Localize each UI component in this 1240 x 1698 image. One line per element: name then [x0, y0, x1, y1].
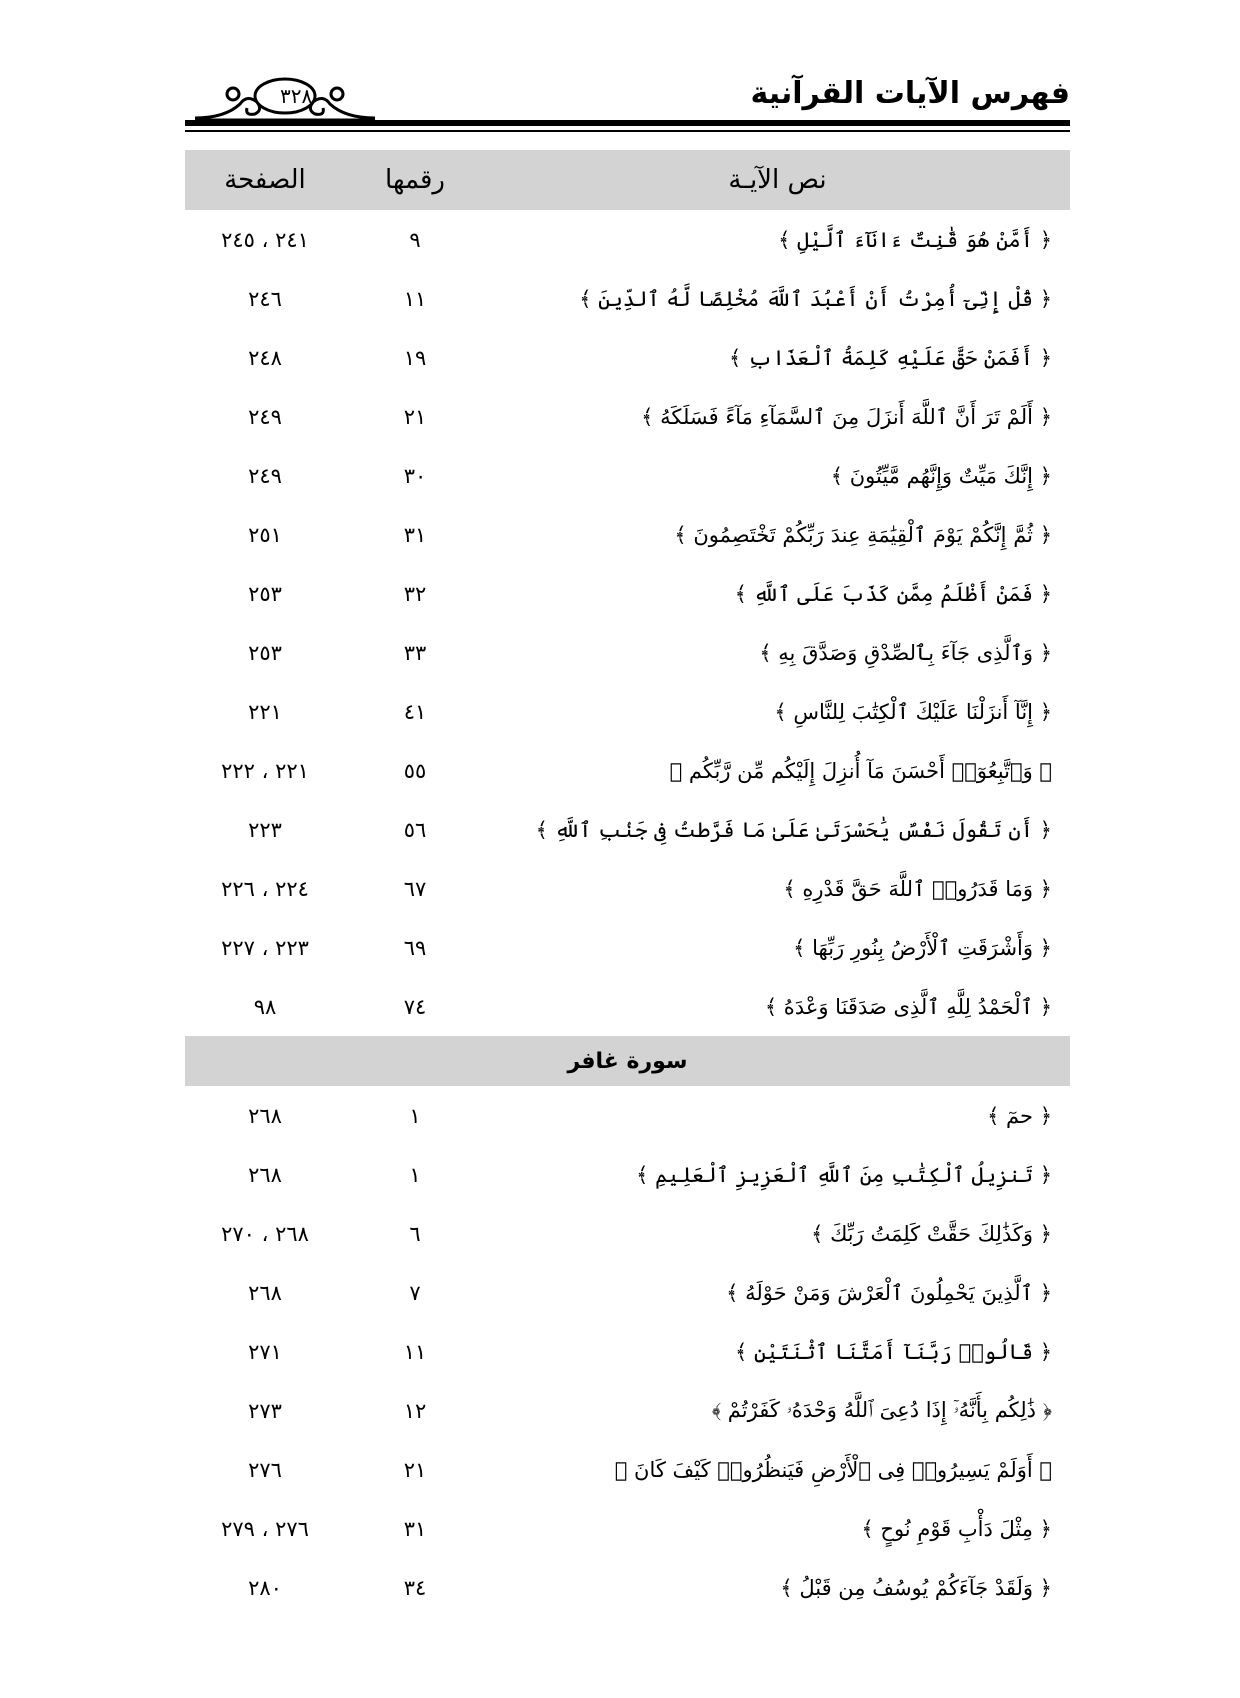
- verse-text: ﴿ وَٱلَّذِى جَآءَ بِٱلصِّدْقِ وَصَدَّقَ بِهِ ﴾: [759, 640, 1052, 665]
- verse-text: ﴿ حمٓ ﴾: [987, 1103, 1052, 1128]
- table-row: [185, 1322, 1070, 1381]
- verse-text: ﴿ ثُمَّ إِنَّكُمْ يَوْمَ ٱلْقِيَٰمَةِ عِندَ رَبِّكُمْ تَخْتَصِمُونَ ﴾: [674, 522, 1052, 547]
- verse-text: ﴿ أَفَمَنْ حَقَّ عَلَيْهِ كَلِمَةُ ٱلْعَذَابِ ﴾: [728, 345, 1052, 370]
- verse-number: ٢١: [403, 1457, 427, 1482]
- verse-number: ٣١: [403, 1516, 427, 1541]
- table-row: [185, 387, 1070, 446]
- page-ref: ٢٨٠: [248, 1575, 282, 1600]
- verse-text: ﴿ ٱلْحَمْدُ لِلَّهِ ٱلَّذِى صَدَقَنَا وَعْدَهُ ﴾: [764, 994, 1052, 1019]
- verse-text: ﴿ أَمَّنْ هُوَ قَٰنِتٌ ءَانَآءَ ٱلَّيْلِ ﴾: [778, 227, 1052, 252]
- page-ref: ٢٧٣: [248, 1398, 282, 1423]
- verse-number: ٤١: [403, 699, 427, 724]
- page-ref: ٢٤٩: [248, 463, 282, 488]
- page-ref: ٢٤٨: [248, 345, 282, 370]
- verse-number: ٣٣: [403, 640, 427, 665]
- column-header-number: رقمها: [345, 150, 485, 210]
- verse-number: ٧٤: [403, 994, 427, 1019]
- verse-number: ١١: [403, 1339, 427, 1364]
- header-rule-thick: [185, 120, 1070, 126]
- table-row: [185, 859, 1070, 918]
- verse-text: ﴿ إِنَّآ أَنزَلْنَا عَلَيْكَ ٱلْكِتَٰبَ لِلنَّاسِ ﴾: [774, 699, 1052, 724]
- verse-number: ٩: [409, 227, 421, 252]
- table-row: [185, 623, 1070, 682]
- verse-number: ٦٩: [403, 935, 427, 960]
- verse-text: ﴿ ٱلَّذِينَ يَحْمِلُونَ ٱلْعَرْشَ وَمَنْ حَوْلَهُ ﴾: [726, 1280, 1052, 1305]
- page-ref: ٢٧١: [248, 1339, 282, 1364]
- verse-number: ١: [409, 1103, 421, 1128]
- verse-text: ﴿ تَنزِيلُ ٱلْكِتَٰبِ مِنَ ٱللَّهِ ٱلْعَزِيزِ ٱلْعَلِيمِ ﴾: [636, 1162, 1052, 1187]
- table-row: [185, 741, 1070, 800]
- verse-number: ٣٤: [403, 1575, 427, 1600]
- verse-number: ١٩: [403, 345, 427, 370]
- table-row: [185, 1499, 1070, 1558]
- page-ref: ٢٧٦ ، ٢٧٩: [221, 1516, 309, 1541]
- column-header-verse: نص الآيـة: [485, 150, 1070, 210]
- page-ref: ٢٧٦: [248, 1457, 282, 1482]
- page-ref: ٢٦٨ ، ٢٧٠: [221, 1221, 309, 1246]
- verse-number: ٣٢: [403, 581, 427, 606]
- page-ref: ٢٤٩: [248, 404, 282, 429]
- table-row: [185, 1145, 1070, 1204]
- table-row: [185, 446, 1070, 505]
- verse-number: ١١: [403, 286, 427, 311]
- verse-text: ﴿ قُلْ إِنِّىٓ أُمِرْتُ أَنْ أَعْبُدَ ٱللَّهَ مُخْلِصًا لَّهُ ٱلدِّينَ ﴾: [579, 286, 1052, 311]
- verse-text: ﴿ ذَٰلِكُم بِأَنَّهُۥٓ إِذَا دُعِىَ ٱللَّهُ وَحْدَهُۥ كَفَرْتُمْ ﴾: [711, 1398, 1052, 1422]
- table-row: [185, 1086, 1070, 1145]
- verse-number: ٥٥: [403, 758, 427, 783]
- page-ref: ٢٤٦: [248, 286, 282, 311]
- table-row: [185, 269, 1070, 328]
- table-row: [185, 328, 1070, 387]
- verse-number: ٢١: [403, 404, 427, 429]
- verse-text: ﴿ أَلَمْ تَرَ أَنَّ ٱللَّهَ أَنزَلَ مِنَ ٱلسَّمَآءِ مَآءً فَسَلَكَهُ ﴾: [641, 404, 1052, 429]
- verse-text: ﴿ وَكَذَٰلِكَ حَقَّتْ كَلِمَتُ رَبِّكَ ﴾: [811, 1221, 1052, 1246]
- page-ref: ٢٥٣: [248, 581, 282, 606]
- page-number: ٣٢٨: [280, 84, 313, 108]
- table-row: [185, 977, 1070, 1036]
- page-ref: ٢٦٨: [248, 1280, 282, 1305]
- page-ref: ٢٢٤ ، ٢٢٦: [221, 876, 309, 901]
- verse-text: ﴿ وَأَشْرَقَتِ ٱلْأَرْضُ بِنُورِ رَبِّهَا ﴾: [793, 935, 1052, 960]
- table-row: [185, 1204, 1070, 1263]
- verse-text: ﴿ مِثْلَ دَأْبِ قَوْمِ نُوحٍ ﴾: [861, 1516, 1052, 1541]
- verse-number: ٧: [409, 1280, 421, 1305]
- page-ref: ٢٢٣ ، ٢٢٧: [221, 935, 309, 960]
- page-ref: ٩٨: [253, 994, 277, 1019]
- page-ref: ٢٢١: [248, 699, 282, 724]
- surah-title: سورة غافر: [185, 1036, 1070, 1086]
- table-row: [185, 918, 1070, 977]
- verses-index-table: [185, 150, 1070, 1617]
- verse-text: ﴿ فَمَنْ أَظْلَمُ مِمَّن كَذَبَ عَلَى ٱللَّهِ ﴾: [734, 581, 1052, 606]
- page-ref: ٢٤١ ، ٢٤٥: [221, 227, 309, 252]
- table-row: [185, 682, 1070, 741]
- verse-number: ١: [409, 1162, 421, 1187]
- table-row: [185, 1263, 1070, 1322]
- table-row: [185, 1440, 1070, 1499]
- table-row: [185, 800, 1070, 859]
- page-ref: ٢٢٣: [248, 817, 282, 842]
- verse-text: ﴿ إِنَّكَ مَيِّتٌ وَإِنَّهُم مَّيِّتُونَ ﴾: [830, 463, 1052, 488]
- table-row: [185, 1381, 1070, 1440]
- verse-text: ﴿ وَلَقَدْ جَآءَكُمْ يُوسُفُ مِن قَبْلُ ﴾: [780, 1575, 1052, 1600]
- verse-number: ٣٠: [403, 463, 427, 488]
- verse-text: ﴿ وَمَا قَدَرُوا۟ ٱللَّهَ حَقَّ قَدْرِهِ ﴾: [783, 876, 1052, 901]
- verse-text: ﴿ وَٱتَّبِعُوٓا۟ أَحْسَنَ مَآ أُنزِلَ إِلَيْكُم مِّن رَّبِّكُم ﴾: [669, 758, 1052, 783]
- page-ref: ٢٥٣: [248, 640, 282, 665]
- surah-section-row: [185, 1036, 1070, 1086]
- table-row: [185, 1558, 1070, 1617]
- page-ref: ٢٥١: [248, 522, 282, 547]
- verse-text: ﴿ أَوَلَمْ يَسِيرُوا۟ فِى ٱلْأَرْضِ فَيَنظُرُوا۟ كَيْفَ كَانَ ﴾: [614, 1457, 1052, 1482]
- table-header-row: [185, 150, 1070, 210]
- table-row: [185, 210, 1070, 269]
- table-row: [185, 505, 1070, 564]
- verse-number: ٥٦: [403, 817, 427, 842]
- page-ref: ٢٢١ ، ٢٢٢: [221, 758, 309, 783]
- verse-number: ٦: [409, 1221, 421, 1246]
- column-header-page: الصفحة: [185, 150, 345, 210]
- verse-number: ٦٧: [403, 876, 427, 901]
- verse-text: ﴿ قَالُوا۟ رَبَّنَآ أَمَتَّنَا ٱثْنَتَيْنِ ﴾: [735, 1339, 1052, 1364]
- verse-number: ٣١: [403, 522, 427, 547]
- page-ref: ٢٦٨: [248, 1103, 282, 1128]
- verse-number: ١٢: [403, 1398, 427, 1423]
- page-title: فهرس الآيات القرآنية: [750, 76, 1070, 111]
- table-row: [185, 564, 1070, 623]
- header-rule-thin: [185, 130, 1070, 132]
- page-ref: ٢٦٨: [248, 1162, 282, 1187]
- verse-text: ﴿ أَن تَقُولَ نَفْسٌ يَٰحَسْرَتَىٰ عَلَىٰ مَا فَرَّطتُ فِى جَنۢبِ ٱللَّهِ ﴾: [535, 817, 1052, 842]
